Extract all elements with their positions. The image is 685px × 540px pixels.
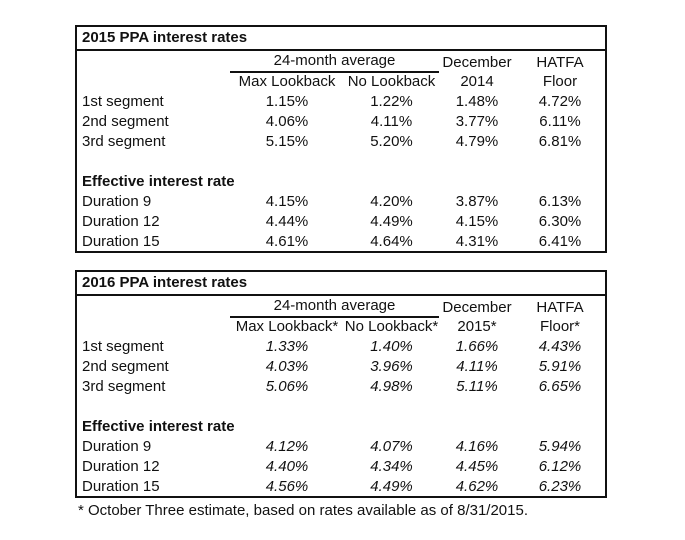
table-row <box>77 436 605 456</box>
row-label: 3rd segment <box>82 377 166 395</box>
row-label: 1st segment <box>82 337 164 355</box>
rate-no-lookback: 4.49% <box>370 477 413 495</box>
rate-no-lookback: 3.96% <box>370 357 413 375</box>
column-header-december: December <box>442 53 512 71</box>
table-row <box>77 231 605 251</box>
group-header-24-month-average: 24-month average <box>230 51 439 73</box>
table-row <box>77 131 605 151</box>
rate-max-lookback: 5.06% <box>265 377 309 395</box>
rate-december: 1.66% <box>455 337 499 355</box>
rate-no-lookback: 1.22% <box>370 92 413 110</box>
rate-december: 4.31% <box>455 232 499 250</box>
footnote-october-three-estimate: * October Three estimate, based on rates available as of 8/31/2015. <box>78 502 528 519</box>
rate-max-lookback: 1.15% <box>265 92 309 110</box>
rate-december: 4.16% <box>455 437 499 455</box>
header-row-group-2015 <box>77 51 605 71</box>
rate-no-lookback: 5.20% <box>370 132 413 150</box>
row-label: Duration 9 <box>82 437 152 455</box>
rate-december: 4.62% <box>455 477 499 495</box>
subheader-floor: Floor <box>542 72 578 90</box>
row-label: 2nd segment <box>82 112 169 130</box>
rate-hatfa-floor: 6.65% <box>538 377 582 395</box>
rate-max-lookback: 5.15% <box>265 132 309 150</box>
rate-hatfa-floor: 6.81% <box>538 132 582 150</box>
table-row <box>77 211 605 231</box>
table-row <box>77 91 605 111</box>
rate-december: 1.48% <box>455 92 499 110</box>
row-label: 3rd segment <box>82 132 166 150</box>
subheader-max-lookback: Max Lookback <box>238 72 336 90</box>
table-row <box>77 191 605 211</box>
rate-hatfa-floor: 6.30% <box>538 212 582 230</box>
rate-december: 4.15% <box>455 212 499 230</box>
header-row-group-2016 <box>77 296 605 316</box>
subheader-max-lookback: Max Lookback* <box>235 317 339 335</box>
rate-no-lookback: 1.40% <box>370 337 413 355</box>
header-row-sub-2015 <box>77 71 605 91</box>
rate-no-lookback: 4.20% <box>370 192 413 210</box>
header-row-sub-2016 <box>77 316 605 336</box>
subheader-no-lookback: No Lookback <box>347 72 436 90</box>
table-title-2016: 2016 PPA interest rates <box>77 272 605 296</box>
section-row-2015 <box>77 171 605 191</box>
rate-december: 5.11% <box>456 377 498 395</box>
table-row <box>77 376 605 396</box>
rate-hatfa-floor: 4.72% <box>538 92 582 110</box>
table-row <box>77 456 605 476</box>
rate-hatfa-floor: 6.41% <box>538 232 582 250</box>
rate-max-lookback: 4.15% <box>265 192 309 210</box>
segment-rows-2015 <box>77 91 605 151</box>
rate-hatfa-floor: 5.91% <box>538 357 582 375</box>
subheader-year: 2015* <box>457 317 497 335</box>
duration-rows-2016 <box>77 436 605 496</box>
row-label: Duration 12 <box>82 212 160 230</box>
rate-hatfa-floor: 6.12% <box>538 457 582 475</box>
subheader-no-lookback: No Lookback* <box>344 317 439 335</box>
row-label: Duration 12 <box>82 457 160 475</box>
subheader-floor: Floor* <box>539 317 580 335</box>
row-label: 1st segment <box>82 92 164 110</box>
section-label-effective-interest-rate: Effective interest rate <box>82 172 235 190</box>
rate-no-lookback: 4.34% <box>370 457 413 475</box>
rate-december: 3.87% <box>455 192 499 210</box>
table-2016-ppa-rates <box>75 270 607 498</box>
row-label: 2nd segment <box>82 357 169 375</box>
table-row <box>77 336 605 356</box>
rate-december: 3.77% <box>455 112 499 130</box>
rate-hatfa-floor: 4.43% <box>538 337 582 355</box>
row-label: Duration 15 <box>82 232 160 250</box>
rate-december: 4.11% <box>456 357 498 375</box>
rate-hatfa-floor: 6.23% <box>538 477 582 495</box>
blank-row <box>77 396 605 416</box>
rate-max-lookback: 4.12% <box>265 437 309 455</box>
rate-december: 4.45% <box>455 457 499 475</box>
rate-december: 4.79% <box>455 132 499 150</box>
row-label: Duration 9 <box>82 192 152 210</box>
table-2015-ppa-rates <box>75 25 607 253</box>
rate-no-lookback: 4.11% <box>370 112 413 130</box>
section-row-2016 <box>77 416 605 436</box>
rate-max-lookback: 4.06% <box>265 112 309 130</box>
rate-no-lookback: 4.49% <box>370 212 413 230</box>
rate-hatfa-floor: 6.13% <box>538 192 582 210</box>
column-header-hatfa: HATFA <box>536 53 584 71</box>
rate-max-lookback: 1.33% <box>265 337 309 355</box>
duration-rows-2015 <box>77 191 605 251</box>
table-row <box>77 476 605 496</box>
column-header-hatfa: HATFA <box>536 298 584 316</box>
table-title-2015: 2015 PPA interest rates <box>77 27 605 51</box>
rate-max-lookback: 4.44% <box>265 212 309 230</box>
rate-no-lookback: 4.98% <box>370 377 413 395</box>
column-header-december: December <box>442 298 512 316</box>
table-row <box>77 356 605 376</box>
rate-hatfa-floor: 6.11% <box>539 112 581 130</box>
table-row <box>77 111 605 131</box>
rate-no-lookback: 4.64% <box>370 232 413 250</box>
row-label: Duration 15 <box>82 477 160 495</box>
subheader-year: 2014 <box>460 72 494 90</box>
rate-no-lookback: 4.07% <box>370 437 413 455</box>
rate-max-lookback: 4.03% <box>265 357 309 375</box>
blank-row <box>77 151 605 171</box>
rate-max-lookback: 4.56% <box>265 477 309 495</box>
group-header-24-month-average: 24-month average <box>230 296 439 318</box>
section-label-effective-interest-rate: Effective interest rate <box>82 417 235 435</box>
rate-max-lookback: 4.61% <box>265 232 309 250</box>
rate-hatfa-floor: 5.94% <box>538 437 582 455</box>
segment-rows-2016 <box>77 336 605 396</box>
rate-max-lookback: 4.40% <box>265 457 309 475</box>
